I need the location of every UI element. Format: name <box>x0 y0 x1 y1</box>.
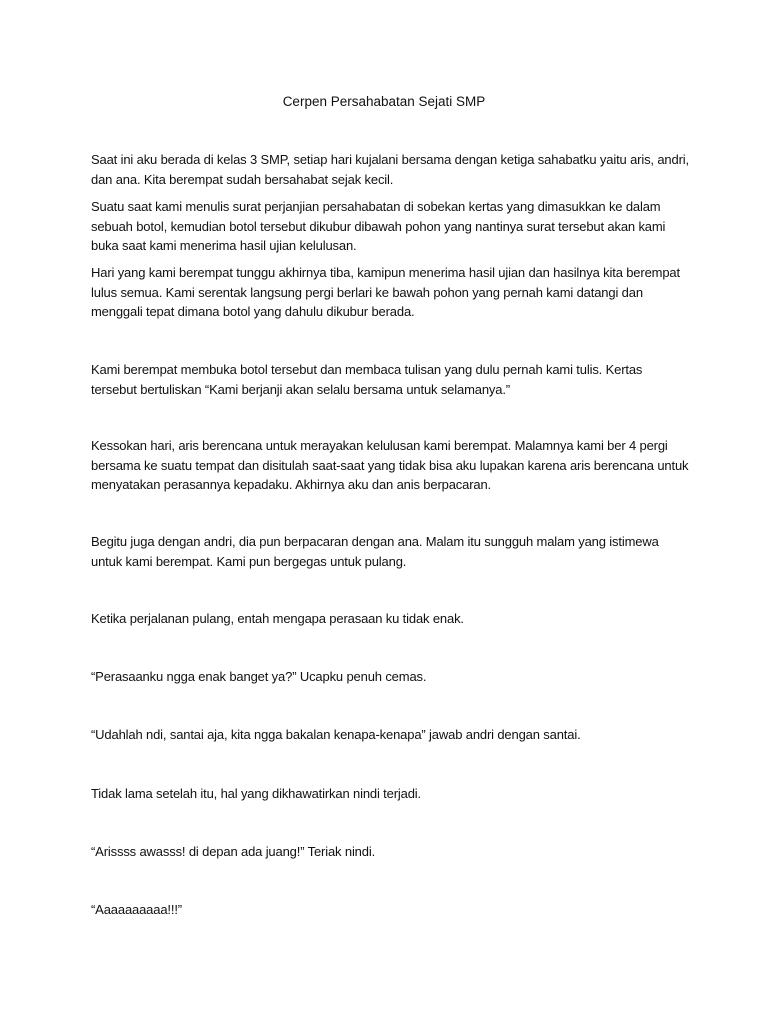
paragraph-1: Saat ini aku berada di kelas 3 SMP, setiap hari kujalani bersama dengan ketiga sahabatku yaitu aris, andri, dan ana. Kita berempat sudah bersahabat sejak kecil. <box>91 152 689 187</box>
paragraph-7: Ketika perjalanan pulang, entah mengapa perasaan ku tidak enak. <box>91 611 464 626</box>
paragraph-2: Suatu saat kami menulis surat perjanjian persahabatan di sobekan kertas yang dimasukkan ke dalam sebuah botol, kemudian botol tersebut dikubur dibawah pohon yang nantinya surat tersebut akan kami buka saat kami menerima hasil ujian kelulusan. <box>91 199 666 253</box>
paragraph-10: Tidak lama setelah itu, hal yang dikhawatirkan nindi terjadi. <box>91 786 421 801</box>
paragraph-5: Kessokan hari, aris berencana untuk merayakan kelulusan kami berempat. Malamnya kami ber 4 pergi bersama ke suatu tempat dan disitulah saat-saat yang tidak bisa aku lupakan karena aris berencana untuk menyatakan perasannya kepadaku. Akhirnya aku dan anis berpacaran. <box>91 438 689 492</box>
paragraph-12: “Aaaaaaaaaa!!!” <box>91 902 182 917</box>
paragraph-4: Kami berempat membuka botol tersebut dan membaca tulisan yang dulu pernah kami tulis. Kertas tersebut bertuliskan “Kami berjanji akan selalu bersama untuk selamanya.” <box>91 362 643 397</box>
paragraph-6: Begitu juga dengan andri, dia pun berpacaran dengan ana. Malam itu sungguh malam yang istimewa untuk kami berempat. Kami pun bergegas untuk pulang. <box>91 534 659 569</box>
document-title: Cerpen Persahabatan Sejati SMP <box>282 94 486 109</box>
paragraph-11: “Arissss awasss! di depan ada juang!” Teriak nindi. <box>91 844 376 859</box>
paragraph-9: “Udahlah ndi, santai aja, kita ngga bakalan kenapa-kenapa” jawab andri dengan santai. <box>91 727 581 742</box>
paragraph-8: “Perasaanku ngga enak banget ya?” Ucapku penuh cemas. <box>91 669 427 684</box>
paragraph-3: Hari yang kami berempat tunggu akhirnya tiba, kamipun menerima hasil ujian dan hasilnya kita berempat lulus semua. Kami serentak langsung pergi berlari ke bawah pohon yang pernah kami datangi dan menggali tepat dimana botol yang dahulu dikubur berada. <box>91 265 680 319</box>
